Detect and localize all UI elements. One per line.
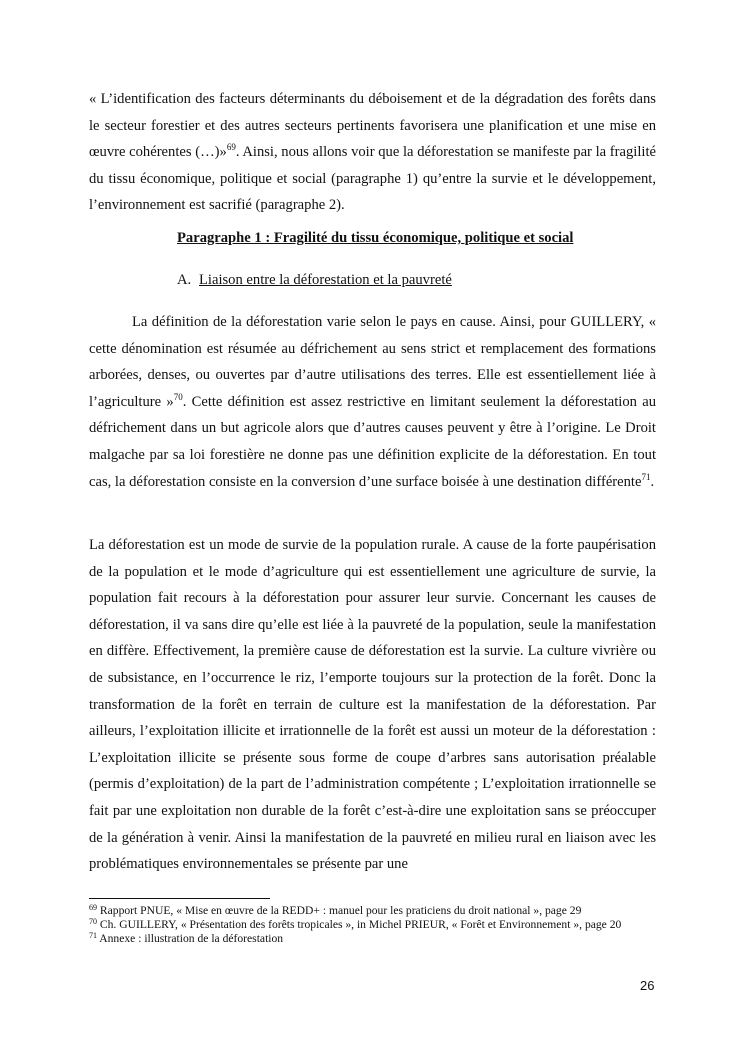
footnote-ref-70[interactable]: 70 (173, 391, 183, 402)
intro-text-end: . Ainsi, nous allons voir que la déforestation se manifeste par la fragilité du tissu économique, politique et social (paragraphe 1) qu’entre la survie et le développement, l’environnement est sacrifié (paragraphe 2). (89, 144, 656, 214)
page-number: 26 (640, 978, 655, 993)
definition-text-end: . (650, 473, 655, 490)
footnote-ref-69[interactable]: 69 (226, 142, 236, 153)
definition-text-middle: . Cette définition est assez restrictive en limitant seulement la déforestation au défrichement dans un but agricole alors que d’autres causes peuvent y être à l’origine. Le Droit malgache par sa loi forestière ne donne pas une définition explicite de la déforestation. En tout cas, la déforestation consiste en la conversion d’une surface boisée à une destination différente (89, 393, 656, 490)
intro-paragraph (89, 86, 656, 219)
subsection-letter: A. (177, 272, 192, 288)
footnote-number: 70 (89, 917, 97, 927)
footnote-ref-71[interactable]: 71 (641, 471, 651, 482)
subsection-heading (177, 272, 452, 289)
intro-text-start: « L’identification des facteurs déterminants du déboisement et de la dégradation des forêts dans le secteur forestier et des autres secteurs pertinents favorisera une planification et une mise en œuvre cohérentes (…)» (89, 91, 656, 161)
survival-paragraph: La déforestation est un mode de survie de la population rurale. A cause de la forte paupérisation de la population et le mode d’agriculture qui est essentiellement une agriculture de survie, la population fait recours à la déforestation pour assurer leur survie. Concernant les causes de déforestation, il va sans dire qu’elle est liée à la pauvreté de la population, seule la manifestation en diffère. Effectivement, la première cause de déforestation est la survie. La culture vivrière ou de subsistance, en l’occurrence le riz, l’emporte toujours sur la protection de la forêt. Donc la transformation de la forêt en terrain de culture est la manifestation de la déforestation. Par ailleurs, l’exploitation illicite et irrationnelle de la forêt est aussi un moteur de la déforestation : L’exploitation illicite se présente sous forme de coupe d’arbres sans autorisation préalable (permis d’exploitation) de la part de l’administration compétente ; L’exploitation irrationnelle se fait par une exploitation non durable de la forêt c’est-à-dire une exploitation sans se préoccuper de la génération à venir. Ainsi la manifestation de la pauvreté en milieu rural en liaison avec les problématiques environnementales se présente par une (89, 537, 656, 873)
footnote-71 (89, 932, 656, 946)
footnote-separator (89, 898, 270, 899)
footnote-text: Ch. GUILLERY, « Présentation des forêts tropicales », in Michel PRIEUR, « Forêt et Environnement », page 20 (99, 918, 622, 932)
definition-text-start: La définition de la déforestation varie selon le pays en cause. Ainsi, pour GUILLERY, « cette dénomination est résumée au défrichement au sens strict et remplacement des formations arborées, denses, ou ouvertes par d’autre utilisations des terres. Elle est essentiellement liée à l’agriculture » (89, 314, 656, 410)
footnote-number: 69 (89, 903, 97, 912)
footnote-number: 71 (89, 931, 97, 941)
footnotes (89, 904, 656, 947)
footnote-text: Annexe : illustration de la déforestation (99, 932, 284, 946)
footnote-70 (89, 918, 656, 932)
definition-paragraph (89, 309, 656, 495)
footnote-text: Rapport PNUE, « Mise en œuvre de la REDD+ : manuel pour les praticiens du droit national », page 29 (99, 904, 582, 917)
section-heading: Paragraphe 1 : Fragilité du tissu économique, politique et social (177, 230, 574, 246)
subsection-title: Liaison entre la déforestation et la pauvreté (199, 272, 452, 288)
footnote-69 (89, 904, 656, 918)
